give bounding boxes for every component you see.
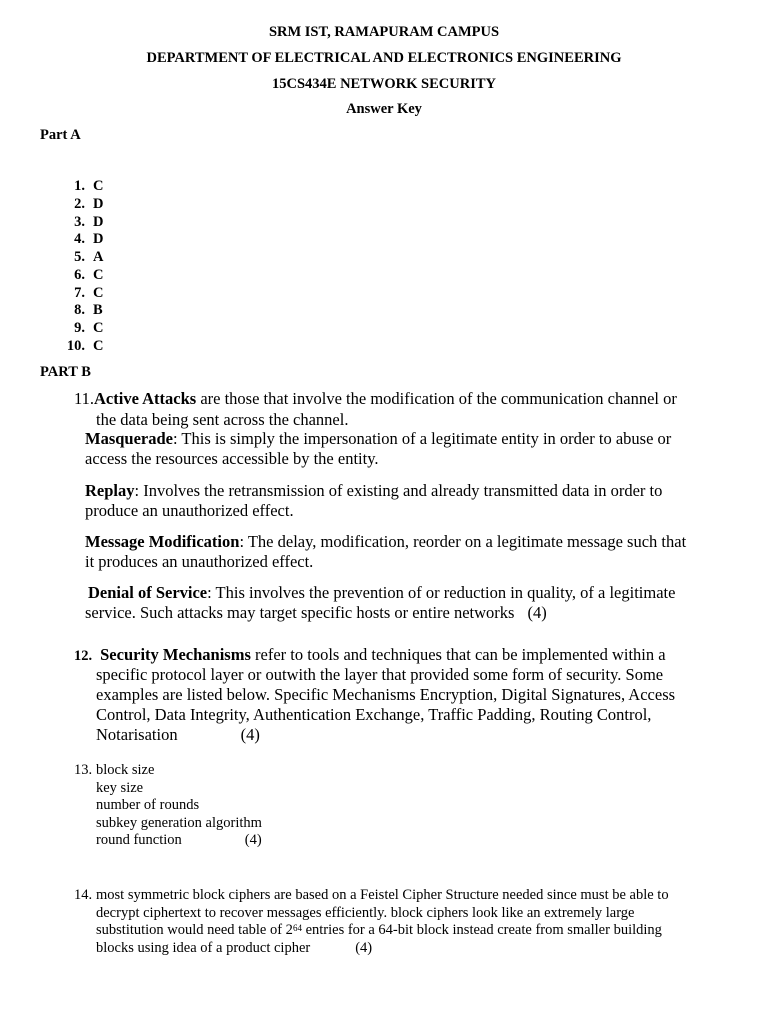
masquerade-paragraph xyxy=(85,429,745,469)
q13-item-last xyxy=(96,832,396,850)
masquerade-term: Masquerade xyxy=(85,429,173,448)
answer-number: 6. xyxy=(74,267,85,283)
q12-line4: Control, Data Integrity, Authentication Exchange, Traffic Padding, Routing Control, xyxy=(96,705,652,724)
q12-term: Security Mechanisms xyxy=(100,645,251,664)
q13-item: key size xyxy=(96,779,144,796)
answer-value: C xyxy=(93,338,104,354)
answer-value: D xyxy=(93,214,104,230)
answer-row xyxy=(59,302,103,319)
masquerade-line1: : This is simply the impersonation of a legitimate entity in order to abuse or xyxy=(173,429,672,448)
denial-of-service-term: Denial of Service xyxy=(88,583,208,602)
replay-line1: : Involves the retransmission of existing and already transmitted data in order to xyxy=(134,481,663,500)
q13-marks: (4) xyxy=(244,832,262,848)
q14-number: 14. xyxy=(74,887,93,903)
q13-item: block size xyxy=(96,762,155,778)
q12-body xyxy=(96,665,756,745)
q11-marks: (4) xyxy=(527,603,547,622)
institution-heading: SRM IST, RAMAPURAM CAMPUS xyxy=(268,24,500,40)
q12-line5: Notarisation xyxy=(96,725,178,744)
message-modification-paragraph xyxy=(85,532,745,572)
q11-intro xyxy=(74,389,754,409)
q12-intro xyxy=(74,645,754,666)
q14-line4-row xyxy=(96,940,756,958)
message-modification-term: Message Modification xyxy=(85,532,240,551)
q13-list xyxy=(96,762,396,850)
answer-value: C xyxy=(93,320,104,336)
q12-line2: specific protocol layer or outwith the layer that provided some form of security. Some xyxy=(96,665,664,684)
q14-line1: most symmetric block ciphers are based on a Feistel Cipher Structure needed since must be able to xyxy=(96,887,669,903)
replay-paragraph xyxy=(85,481,745,521)
q14-body xyxy=(96,887,756,957)
q14-line2: decrypt ciphertext to recover messages efficiently. block ciphers look like an extremely large xyxy=(96,904,635,921)
q13-item: round function xyxy=(96,832,182,848)
q12-line3: examples are listed below. Specific Mechanisms Encryption, Digital Signatures, Access xyxy=(96,685,676,704)
course-heading: 15CS434E NETWORK SECURITY xyxy=(272,76,496,92)
answer-value: D xyxy=(93,231,104,247)
answer-row xyxy=(59,320,103,337)
part-a-heading: Part A xyxy=(40,127,81,143)
q13-item: subkey generation algorithm xyxy=(96,814,262,831)
answer-value: C xyxy=(93,267,104,283)
replay-term: Replay xyxy=(85,481,135,500)
q13-number: 13. xyxy=(74,762,93,778)
q14-line3-pre: substitution would need table of 2 xyxy=(96,922,293,938)
q13-item: number of rounds xyxy=(96,797,200,813)
q11-line1: are those that involve the modification of the communication channel or xyxy=(196,389,677,408)
q12-line1: refer to tools and techniques that can be implemented within a xyxy=(250,645,666,664)
answer-value: B xyxy=(93,302,103,318)
masquerade-line2: access the resources accessible by the entity. xyxy=(85,449,379,468)
q14-marks: (4) xyxy=(355,939,373,956)
department-heading: DEPARTMENT OF ELECTRICAL AND ELECTRONICS ENGINEERING xyxy=(146,50,622,66)
document-title: Answer Key xyxy=(346,101,422,117)
answer-number: 2. xyxy=(74,196,85,212)
answer-value: A xyxy=(93,249,104,265)
part-b-heading: PART B xyxy=(40,364,91,380)
answer-row xyxy=(59,249,103,266)
answer-row xyxy=(59,214,103,231)
answer-number: 4. xyxy=(74,231,85,247)
answer-value: C xyxy=(93,178,104,194)
answer-number: 3. xyxy=(74,214,85,230)
answer-number: 5. xyxy=(74,249,85,265)
answer-number: 1. xyxy=(74,178,85,194)
q11-term: Active Attacks xyxy=(94,389,197,408)
replay-line2: produce an unauthorized effect. xyxy=(85,501,294,520)
answer-value: C xyxy=(93,285,104,301)
answer-number: 9. xyxy=(74,320,85,336)
message-modification-line1: : The delay, modification, reorder on a legitimate message such that xyxy=(239,532,687,551)
denial-of-service-paragraph xyxy=(85,583,745,623)
answer-row xyxy=(59,178,103,195)
answer-value: D xyxy=(93,196,104,212)
q11-number: 11. xyxy=(74,389,95,408)
answer-row xyxy=(59,196,103,213)
q14-exponent: 64 xyxy=(292,923,302,933)
q12-marks: (4) xyxy=(240,725,260,744)
answer-row xyxy=(59,285,103,302)
answer-number: 8. xyxy=(74,302,85,318)
answer-row xyxy=(59,231,103,248)
answer-row xyxy=(59,338,103,355)
q12-number: 12. xyxy=(74,648,93,664)
answer-number: 7. xyxy=(74,285,85,301)
answer-row xyxy=(59,267,103,284)
denial-of-service-line1: : This involves the prevention of or reduction in quality, of a legitimate xyxy=(207,583,676,602)
denial-of-service-line2: service. Such attacks may target specific hosts or entire networks xyxy=(85,603,515,622)
q14-line4: blocks using idea of a product cipher xyxy=(96,939,311,956)
q14-line3-post: entries for a 64-bit block instead create from smaller building xyxy=(301,922,662,938)
q14-line3 xyxy=(96,922,756,940)
q11-line2: the data being sent across the channel. xyxy=(96,410,349,429)
answer-number: 10. xyxy=(66,338,85,354)
message-modification-line2: it produces an unauthorized effect. xyxy=(85,552,314,571)
